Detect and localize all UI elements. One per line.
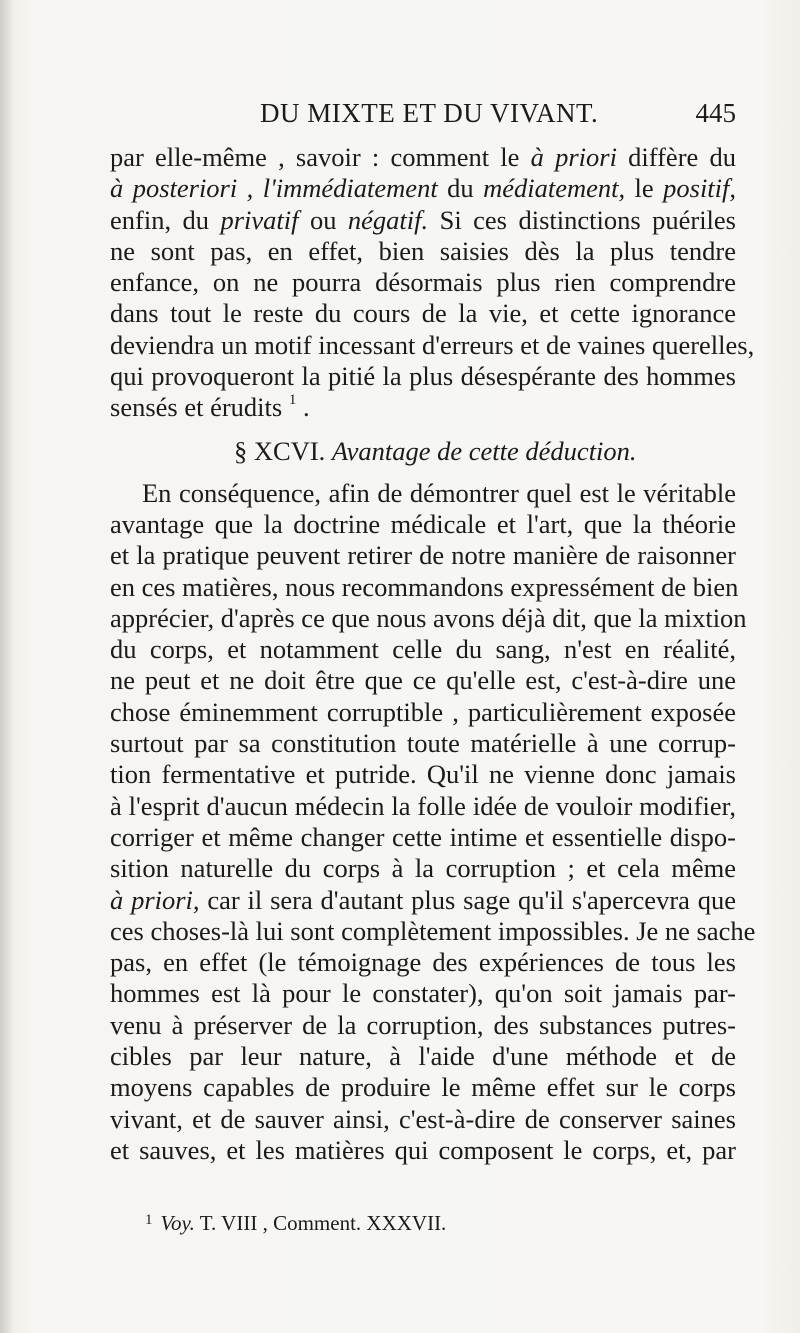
text-line xyxy=(110,1041,736,1072)
text-segment: moyens capables de produire le même effet sur le corps xyxy=(110,1072,736,1103)
page-gutter-shadow xyxy=(0,0,14,1333)
italic-text: l'immédiatement xyxy=(262,173,438,204)
text-segment: apprécier, d'après ce que nous avons déjà dit, que la mixtion xyxy=(110,602,747,633)
text-line xyxy=(110,602,747,634)
text-line xyxy=(110,540,736,571)
text-line xyxy=(110,509,736,540)
text-segment: deviendra un motif incessant d'erreurs et de vaines querelles, xyxy=(110,329,755,360)
text-line xyxy=(110,759,736,790)
paragraph-section-xcvi xyxy=(110,477,756,1167)
italic-text: négatif. xyxy=(347,204,429,235)
text-segment: enfin, du xyxy=(110,204,221,235)
text-line xyxy=(110,392,736,423)
text-line xyxy=(110,947,736,978)
text-segment: du corps, et notamment celle du sang, n'est en réalité, xyxy=(110,634,736,665)
text-line xyxy=(110,791,736,822)
text-line xyxy=(110,478,736,509)
text-segment: avantage que la doctrine médicale et l'art, que la théorie xyxy=(110,508,736,539)
text-segment: vivant, et de sauver ainsi, c'est-à-dire de conserver saines xyxy=(110,1103,736,1134)
text-segment: diffère du xyxy=(616,142,736,172)
text-segment: car il sera d'autant plus sage qu'il s'apercevra que xyxy=(199,884,736,915)
text-segment: ou xyxy=(298,204,348,235)
text-line xyxy=(110,853,736,884)
text-line xyxy=(110,298,736,329)
text-segment: tion fermentative et putride. Qu'il ne vienne donc jamais xyxy=(110,759,736,790)
text-segment: ne sont pas, en effet, bien saisies dès la plus tendre xyxy=(110,235,736,266)
text-segment: du xyxy=(437,173,484,204)
text-line xyxy=(110,142,736,173)
text-line xyxy=(110,665,736,696)
text-line xyxy=(110,915,756,947)
section-heading xyxy=(110,424,736,478)
text-line xyxy=(110,634,736,665)
footnote-ref-mark: 1 xyxy=(288,391,297,408)
page-body xyxy=(110,142,756,1166)
text-segment: et la pratique peuvent retirer de notre manière de raisonner xyxy=(110,540,736,571)
text-line xyxy=(110,885,736,916)
text-segment: sition naturelle du corps à la corruption ; et cela même xyxy=(110,853,736,884)
text-segment xyxy=(253,173,262,203)
text-segment: et sauves, et les matières qui composent le corps, et, par xyxy=(110,1134,736,1165)
footnote-mark: 1 xyxy=(145,1212,153,1228)
text-line xyxy=(110,205,736,236)
text-line xyxy=(110,329,755,361)
text-line xyxy=(110,1104,736,1135)
text-segment: qui provoqueront la pitié la plus désespérante des hommes xyxy=(110,361,736,392)
text-segment: cibles par leur nature, à l'aide d'une méthode et de xyxy=(110,1041,736,1072)
page-header xyxy=(110,98,736,132)
text-segment: corriger et même changer cette intime et essentielle dispo- xyxy=(110,821,736,852)
text-line xyxy=(110,1135,736,1166)
running-head: DU MIXTE ET DU VIVANT. xyxy=(260,98,599,128)
text-line xyxy=(110,361,736,392)
text-segment: dans tout le reste du cours de la vie, et cette ignorance xyxy=(110,298,736,329)
text-line xyxy=(110,571,739,603)
italic-text: privatif xyxy=(220,204,299,235)
text-segment: . xyxy=(296,392,310,423)
footnote-voy: Voy. xyxy=(160,1211,195,1235)
text-segment: ne peut et ne doit être que ce qu'elle est, c'est-à-dire une xyxy=(110,665,736,696)
text-line xyxy=(110,728,736,759)
text-segment: par elle-même , savoir : comment le xyxy=(110,142,531,172)
text-line xyxy=(110,1072,736,1103)
text-segment: à l'esprit d'aucun médecin la folle idée de vouloir modifier, xyxy=(110,790,736,821)
italic-text: médiatement, xyxy=(483,173,626,204)
text-line xyxy=(110,1010,736,1041)
text-segment: En conséquence, afin de démontrer quel est le véritable xyxy=(142,477,736,508)
text-line xyxy=(110,267,736,298)
text-segment: Si ces distinctions puériles xyxy=(428,204,736,235)
text-segment: venu à préserver de la corruption, des substances putres- xyxy=(110,1009,736,1040)
text-segment: surtout par sa constitution toute matérielle à une corrup- xyxy=(110,728,736,759)
section-title: Avantage de cette déduction. xyxy=(331,435,637,466)
text-segment: sensés et érudits xyxy=(110,392,289,423)
text-line xyxy=(110,697,736,728)
paragraph-continued xyxy=(110,142,755,424)
text-line xyxy=(110,173,736,204)
footnote xyxy=(145,1211,446,1236)
text-line xyxy=(110,822,736,853)
text-segment: le xyxy=(625,173,664,204)
page-number: 445 xyxy=(695,98,736,128)
text-segment: ces choses-là lui sont complètement impossibles. Je ne sache xyxy=(110,915,756,946)
italic-text: à priori xyxy=(530,142,617,172)
text-segment: pas, en effet (le témoignage des expériences de tous les xyxy=(110,947,736,978)
text-segment: enfance, on ne pourra désormais plus rien comprendre xyxy=(110,267,736,298)
text-line xyxy=(110,236,736,267)
text-segment: chose éminemment corruptible , particulièrement exposée xyxy=(110,696,736,727)
footnote-reference: T. VIII , Comment. XXXVII. xyxy=(194,1211,447,1235)
text-segment: en ces matières, nous recommandons expressément de bien xyxy=(110,571,739,602)
text-segment: hommes est là pour le constater), qu'on soit jamais par- xyxy=(110,978,736,1009)
italic-text: positif, xyxy=(663,173,737,204)
italic-text: à posteriori , xyxy=(110,173,254,204)
section-number: § XCVI. xyxy=(234,435,326,466)
text-line xyxy=(110,978,736,1009)
italic-text: à priori, xyxy=(110,884,200,915)
